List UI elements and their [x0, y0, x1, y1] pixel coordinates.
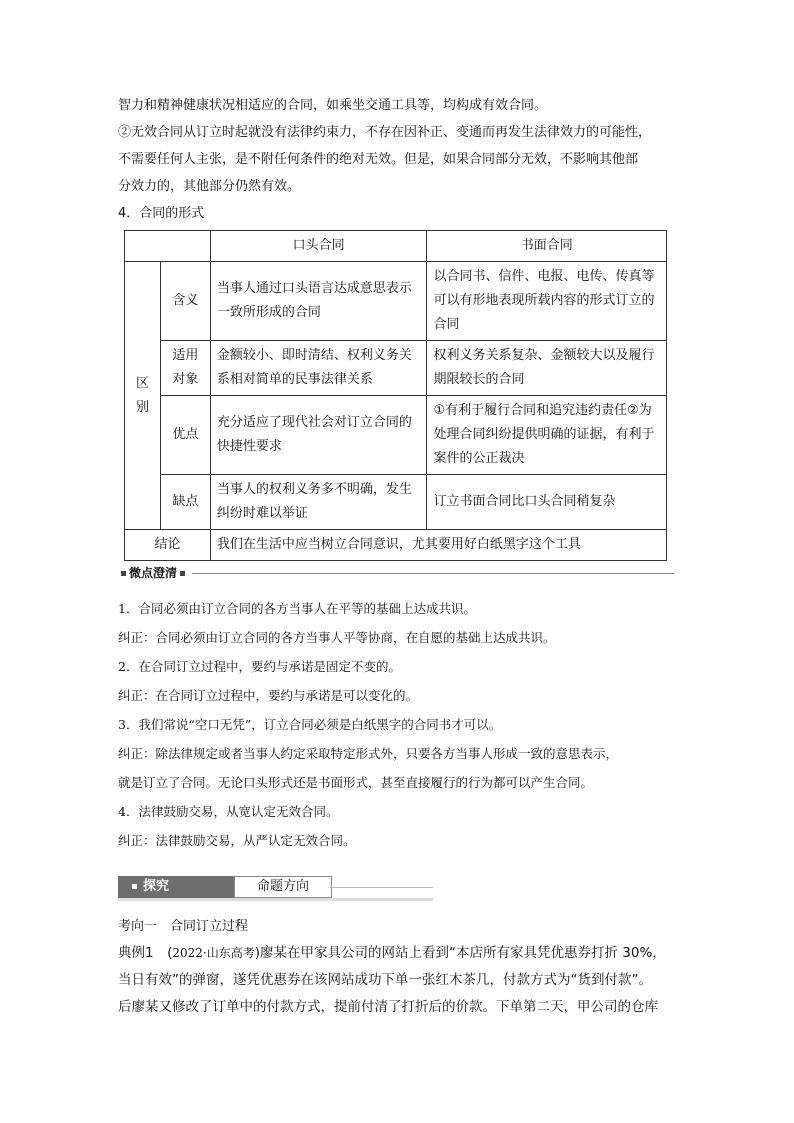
clarify-fix-1: 纠正：合同必须由订立合同的各方当事人平等协商，在自愿的基础上达成共识。 — [118, 630, 556, 645]
cell-written-scope: 权利义务关系复杂、金额较大以及履行期限较长的合同 — [427, 341, 667, 396]
clarify-divider — [118, 573, 674, 574]
table-header-row — [125, 231, 667, 262]
explore-underbar — [118, 898, 433, 901]
table-corner-cell — [125, 231, 211, 262]
explore-title — [118, 876, 234, 898]
cell-conclusion: 我们在生活中应当树立合同意识，尤其要用好白纸黑字这个工具 — [210, 530, 666, 561]
row-label-advantage: 优点 — [160, 396, 210, 475]
clarify-list — [118, 594, 678, 855]
group-label-char-2: 别 — [135, 399, 149, 415]
cell-written-meaning: 以合同书、信件、电报、电传、传真等可以有形地表现所载内容的形式订立的合同 — [427, 262, 667, 341]
clarify-claim-3: 3．我们常说“空口无凭”，订立合同必须是白纸黑字的合同书才可以。 — [118, 717, 502, 732]
clarify-section-bar — [118, 564, 674, 582]
clarify-fix-4: 纠正：法律鼓励交易，从严认定无效合同。 — [118, 833, 356, 848]
explore-subtitle: 命题方向 — [234, 876, 332, 898]
clarify-fix-3-line-2: 就是订立了合同。无论口头形式还是书面形式，甚至直接履行的行为都可以产生合同。 — [118, 775, 594, 790]
example-line-1-text: )廖某在甲家具公司的网站上看到“本店所有家具凭优惠券打折 30%， — [254, 945, 666, 961]
example-line-3: 后廖某又修改了订单中的付款方式，提前付清了打折后的价款。下单第二天，甲公司的仓库 — [118, 999, 658, 1015]
square-bullet-icon — [121, 571, 126, 576]
cell-written-advantage: ①有利于履行合同和追究违约责任②为处理合同纠纷提供明确的证据，有利于案件的公正裁决 — [427, 396, 667, 475]
clarify-title-text: 微点澄清 — [129, 566, 178, 580]
example-prefix: 典例1 ( — [118, 945, 173, 961]
example-section — [118, 914, 688, 1021]
row-label-scope: 适用对象 — [160, 341, 210, 396]
example-line-2: 当日有效”的弹窗，遂凭优惠券在该网站成功下单一张红木茶几，付款方式为“货到付款”。 — [118, 972, 652, 988]
square-bullet-icon — [180, 571, 185, 576]
clarify-claim-2: 2．在合同订立过程中，要约与承诺是固定不变的。 — [118, 659, 401, 674]
cell-oral-meaning: 当事人通过口头语言达成意思表示一致所形成的合同 — [210, 262, 427, 341]
group-label-char-1: 区 — [135, 375, 149, 391]
table-row — [125, 262, 667, 341]
clarify-claim-4: 4．法律鼓励交易，从宽认定无效合同。 — [118, 804, 339, 819]
example-line-1 — [118, 940, 688, 967]
clarify-fix-2: 纠正：在合同订立过程中，要约与承诺是可以变化的。 — [118, 688, 419, 703]
explore-rule — [330, 887, 433, 888]
cell-written-disadvantage: 订立书面合同比口头合同稍复杂 — [427, 475, 667, 530]
example-source: 2022·山东高考 — [172, 946, 255, 960]
clarify-title — [118, 564, 192, 582]
col-header-oral: 口头合同 — [210, 231, 427, 262]
col-header-written: 书面合同 — [427, 231, 667, 262]
row-label-meaning: 含义 — [160, 262, 210, 341]
document-page — [118, 92, 678, 855]
clarify-claim-1: 1．合同必须由订立合同的各方当事人在平等的基础上达成共识。 — [118, 601, 476, 616]
square-bullet-icon — [132, 884, 137, 889]
table-row — [125, 396, 667, 475]
intro-line-2: ②无效合同从订立时起就没有法律约束力，不存在因补正、变通而再发生法律效力的可能性， — [118, 125, 652, 140]
table-row — [125, 341, 667, 396]
intro-line-3: 不需要任何人主张，是不附任何条件的绝对无效。但是，如果合同部分无效，不影响其他部 — [118, 152, 639, 167]
contract-form-table — [124, 230, 667, 561]
intro-line-4: 分效力的，其他部分仍然有效。 — [118, 179, 301, 194]
cell-oral-scope: 金额较小、即时清结、权利义务关系相对简单的民事法律关系 — [210, 341, 427, 396]
table-row — [125, 475, 667, 530]
cell-oral-advantage: 充分适应了现代社会对订立合同的快捷性要求 — [210, 396, 427, 475]
row-label-conclusion: 结论 — [125, 530, 211, 561]
section-heading: 4．合同的形式 — [118, 206, 205, 221]
cell-oral-disadvantage: 当事人的权利义务多不明确，发生纠纷时难以举证 — [210, 475, 427, 530]
table-row-conclusion — [125, 530, 667, 561]
direction-label: 考向一 合同订立过程 — [118, 919, 249, 934]
row-label-disadvantage: 缺点 — [160, 475, 210, 530]
intro-line-1: 智力和精神健康状况相适应的合同，如乘坐交通工具等，均构成有效合同。 — [118, 98, 548, 113]
clarify-fix-3-line-1: 纠正：除法律规定或者当事人约定采取特定形式外，只要各方当事人形成一致的意思表示， — [118, 746, 619, 761]
explore-banner — [118, 876, 433, 898]
explore-title-text: 探究 — [143, 879, 170, 894]
group-label-difference — [125, 262, 161, 530]
